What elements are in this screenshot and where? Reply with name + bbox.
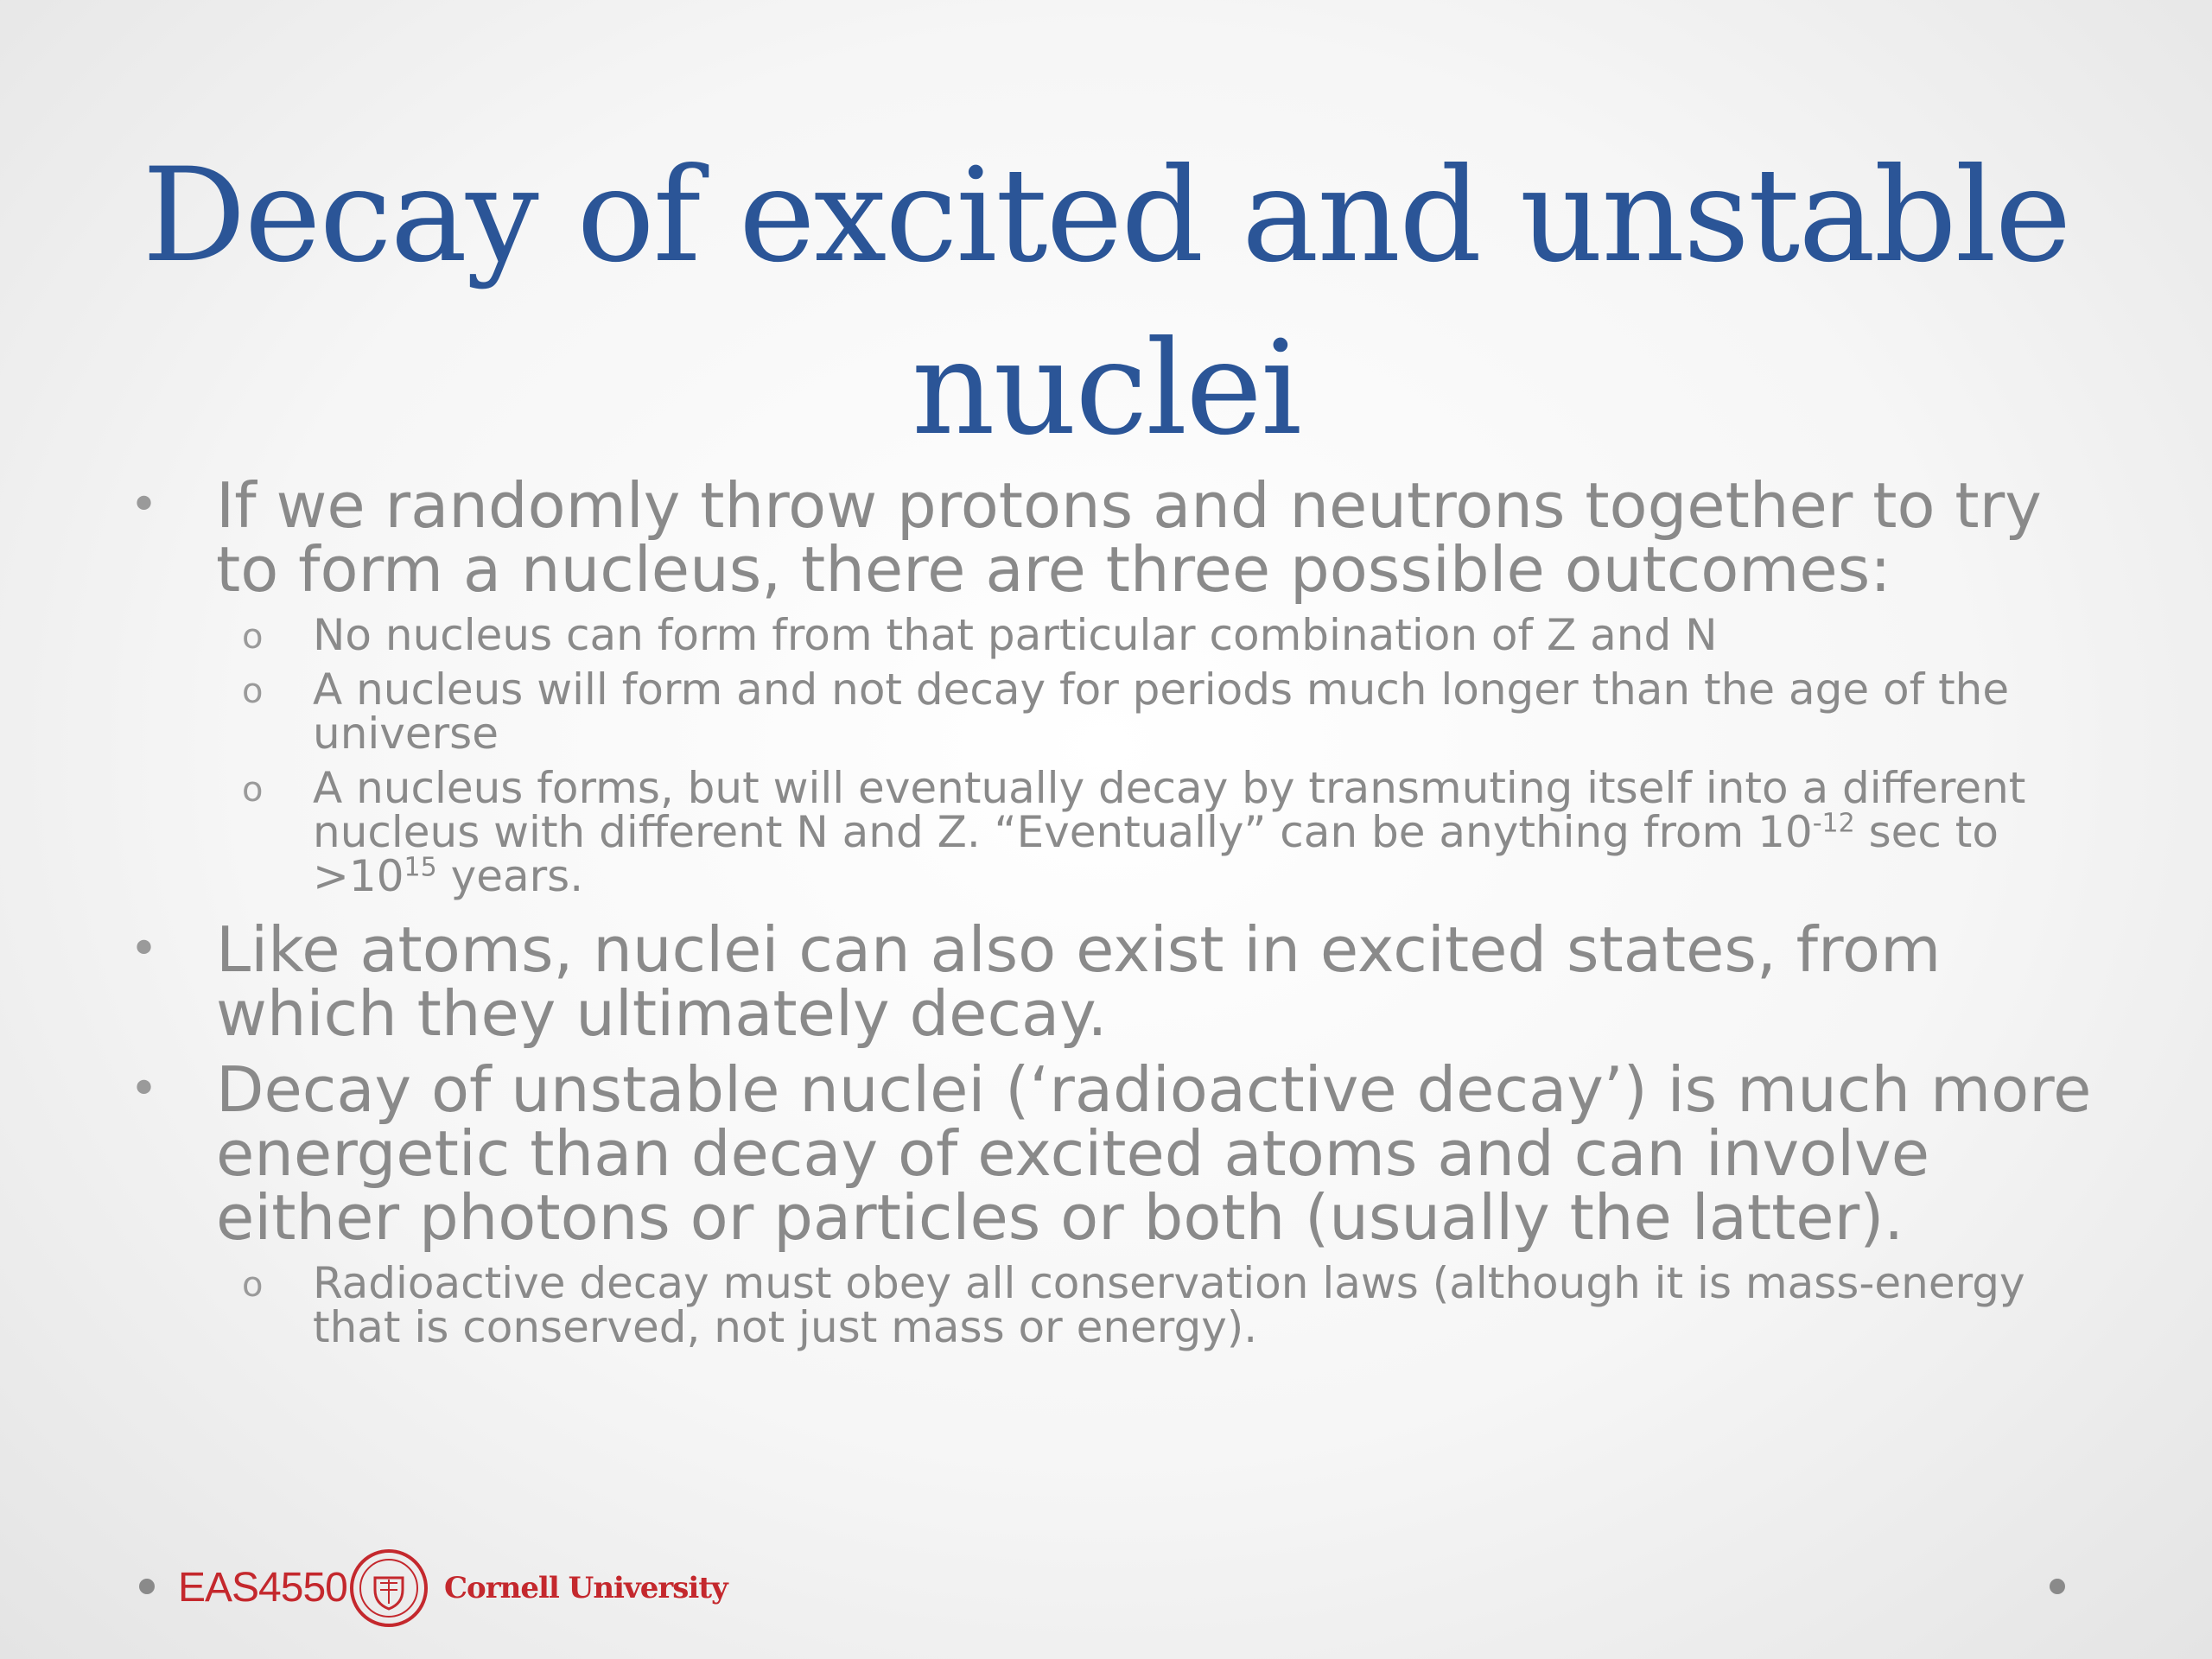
bullet-1-text: If we randomly throw protons and neutrons together to try to form a nucleus, there are three possible outcomes:: [216, 469, 2042, 606]
bullet-3-text: Decay of unstable nuclei (‘radioactive decay’) is much more energetic than decay of excited atoms and can involve either photons or particles or both (usually the latter).: [216, 1053, 2092, 1254]
bullet-2: [130, 913, 2108, 1050]
sub-bullet: [130, 1258, 2108, 1352]
sub-bullet-text: Radioactive decay must obey all conservation laws (although it is mass-energy that is conserved, not just mass or energy).: [313, 1258, 2025, 1352]
bullet-2-text: Like atoms, nuclei can also exist in excited states, from which they ultimately decay.: [216, 913, 1942, 1050]
sub-bullet-circle-icon: o: [242, 671, 264, 711]
sub-bullet-circle-icon: o: [242, 617, 264, 657]
course-code: EAS4550: [178, 1565, 347, 1611]
bullet-3-subitems: [130, 1258, 2108, 1352]
footer-dot-icon: [2050, 1579, 2065, 1594]
exponent: -12: [1812, 808, 1855, 839]
slide-title: Decay of excited and unstable nuclei: [142, 141, 2070, 464]
cornell-seal-icon: [349, 1548, 429, 1628]
sub-bullet: [130, 763, 2108, 901]
exponent: 15: [404, 852, 437, 883]
bullet-1-subitems: [130, 610, 2108, 901]
university-name: Cornell University: [444, 1571, 728, 1605]
slide-footer: [0, 1547, 2212, 1624]
sub-bullet-text: A nucleus will form and not decay for periods much longer than the age of the universe: [313, 664, 2010, 759]
footer-dot-icon: [139, 1579, 155, 1594]
sub-bullet-text: A nucleus forms, but will eventually decay by transmuting itself into a different nucleus with different N and Z. “Eventually” can be anything from $10^{-12}$ sec to $>10^{15}$ years.: [313, 763, 2026, 901]
bullet-dot-icon: •: [130, 477, 159, 533]
bullet-1: [130, 469, 2108, 606]
sub-bullet: [130, 664, 2108, 759]
bullet-3: [130, 1053, 2108, 1254]
sub-bullet: [130, 610, 2108, 660]
sub-bullet-circle-icon: o: [242, 770, 264, 810]
sub-bullet-text: No nucleus can form from that particular combination of Z and N: [313, 610, 1718, 660]
bullet-dot-icon: •: [130, 921, 159, 977]
bullet-dot-icon: •: [130, 1061, 159, 1117]
slide-body: [130, 469, 2108, 1369]
sub-bullet-circle-icon: o: [242, 1265, 264, 1305]
